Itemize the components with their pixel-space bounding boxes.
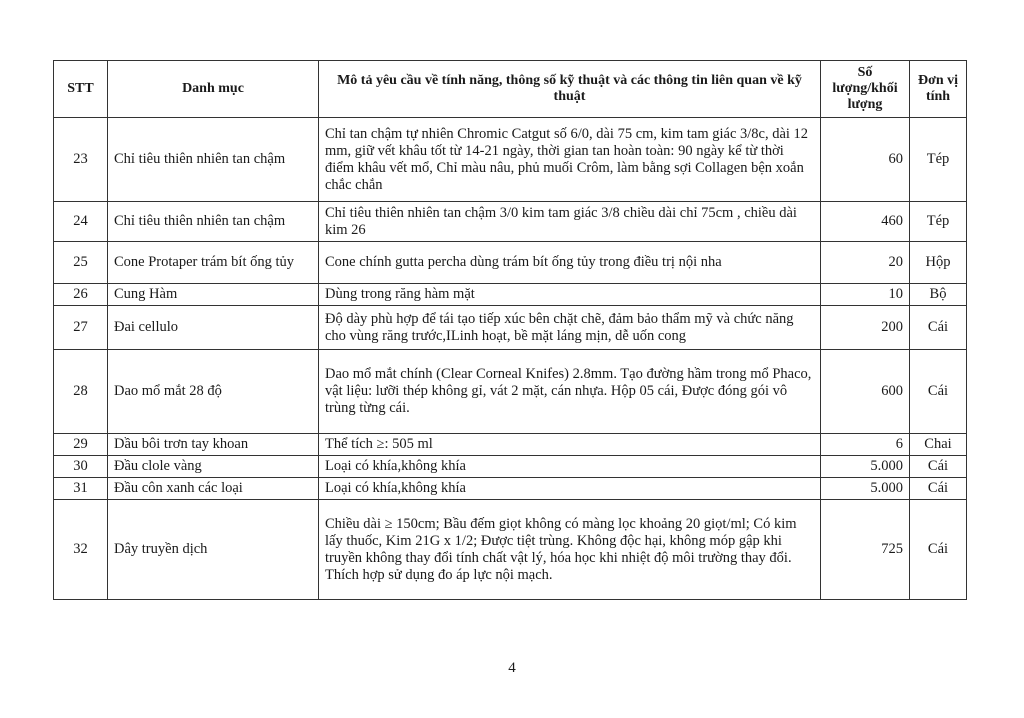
table-row xyxy=(54,306,967,350)
row-category: Dây truyền dịch xyxy=(108,500,319,600)
table-header-row xyxy=(54,61,967,118)
row-quantity: 5.000 xyxy=(821,478,910,500)
table-row xyxy=(54,500,967,600)
row-stt: 27 xyxy=(54,306,108,350)
row-category: Cone Protaper trám bít ống tủy xyxy=(108,242,319,284)
row-unit: Cái xyxy=(910,306,967,350)
row-stt: 25 xyxy=(54,242,108,284)
table-row xyxy=(54,478,967,500)
row-category: Dao mổ mắt 28 độ xyxy=(108,350,319,434)
row-description: Dùng trong răng hàm mặt xyxy=(319,284,821,306)
row-category: Cung Hàm xyxy=(108,284,319,306)
row-unit: Cái xyxy=(910,350,967,434)
row-quantity: 6 xyxy=(821,434,910,456)
header-category: Danh mục xyxy=(108,61,319,118)
row-description: Chiều dài ≥ 150cm; Bầu đếm giọt không có màng lọc khoảng 20 giọt/ml; Có kim lấy thuốc, Kim 21G x 1/2; Được tiệt trùng. Không độc hại, không móp gập khi truyền không thay đổi tính chất vật lý, hóa học khi nhiệt độ môi trường thay đổi. Thích hợp sử dụng đo áp lực nội mạch. xyxy=(319,500,821,600)
row-stt: 24 xyxy=(54,202,108,242)
table-row xyxy=(54,456,967,478)
row-stt: 28 xyxy=(54,350,108,434)
row-stt: 23 xyxy=(54,118,108,202)
row-description: Độ dày phù hợp để tái tạo tiếp xúc bên chặt chẽ, đảm bảo thẩm mỹ và chức năng cho vùng răng trước,ILinh hoạt, bề mặt láng mịn, dễ uốn cong xyxy=(319,306,821,350)
row-quantity: 20 xyxy=(821,242,910,284)
row-description: Thể tích ≥: 505 ml xyxy=(319,434,821,456)
row-stt: 29 xyxy=(54,434,108,456)
row-description: Loại có khía,không khía xyxy=(319,478,821,500)
header-stt: STT xyxy=(54,61,108,118)
page-number: 4 xyxy=(508,660,516,676)
table-row xyxy=(54,284,967,306)
row-category: Đai cellulo xyxy=(108,306,319,350)
table-row xyxy=(54,434,967,456)
row-stt: 30 xyxy=(54,456,108,478)
table-row xyxy=(54,350,967,434)
row-stt: 32 xyxy=(54,500,108,600)
row-unit: Hộp xyxy=(910,242,967,284)
row-description: Chỉ tan chậm tự nhiên Chromic Catgut số 6/0, dài 75 cm, kim tam giác 3/8c, dài 12 mm, giữ vết khâu tốt từ 14-21 ngày, thời gian tan hoàn toàn: 90 ngày kể từ thời điểm khâu vết mổ, Chỉ màu nâu, phủ muối Crôm, làm bằng sợi Collagen bện xoắn chắc chắn xyxy=(319,118,821,202)
row-category: Dầu bôi trơn tay khoan xyxy=(108,434,319,456)
table-row xyxy=(54,242,967,284)
row-quantity: 725 xyxy=(821,500,910,600)
row-description: Dao mổ mắt chính (Clear Corneal Knifes) 2.8mm. Tạo đường hầm trong mổ Phaco, vật liệu: lưỡi thép không gỉ, vát 2 mặt, cán nhựa. Hộp 05 cái, Được đóng gói vô trùng từng cái. xyxy=(319,350,821,434)
row-quantity: 10 xyxy=(821,284,910,306)
row-description: Chỉ tiêu thiên nhiên tan chậm 3/0 kim tam giác 3/8 chiều dài chỉ 75cm , chiều dài kim 26 xyxy=(319,202,821,242)
row-stt: 31 xyxy=(54,478,108,500)
row-unit: Cái xyxy=(910,456,967,478)
row-description: Loại có khía,không khía xyxy=(319,456,821,478)
table-row xyxy=(54,202,967,242)
table-row xyxy=(54,118,967,202)
row-unit: Tép xyxy=(910,202,967,242)
row-stt: 26 xyxy=(54,284,108,306)
row-unit: Bộ xyxy=(910,284,967,306)
row-quantity: 460 xyxy=(821,202,910,242)
row-unit: Chai xyxy=(910,434,967,456)
row-category: Chỉ tiêu thiên nhiên tan chậm xyxy=(108,202,319,242)
row-category: Đầu côn xanh các loại xyxy=(108,478,319,500)
row-quantity: 5.000 xyxy=(821,456,910,478)
row-category: Đầu clole vàng xyxy=(108,456,319,478)
row-quantity: 200 xyxy=(821,306,910,350)
row-unit: Cái xyxy=(910,478,967,500)
row-description: Cone chính gutta percha dùng trám bít ống tủy trong điều trị nội nha xyxy=(319,242,821,284)
row-unit: Cái xyxy=(910,500,967,600)
row-unit: Tép xyxy=(910,118,967,202)
header-unit: Đơn vị tính xyxy=(910,61,967,118)
row-quantity: 600 xyxy=(821,350,910,434)
header-description: Mô tả yêu cầu về tính năng, thông số kỹ thuật và các thông tin liên quan về kỹ thuật xyxy=(319,61,821,118)
row-quantity: 60 xyxy=(821,118,910,202)
header-quantity: Số lượng/khối lượng xyxy=(821,61,910,118)
row-category: Chỉ tiêu thiên nhiên tan chậm xyxy=(108,118,319,202)
specification-table xyxy=(53,60,967,600)
